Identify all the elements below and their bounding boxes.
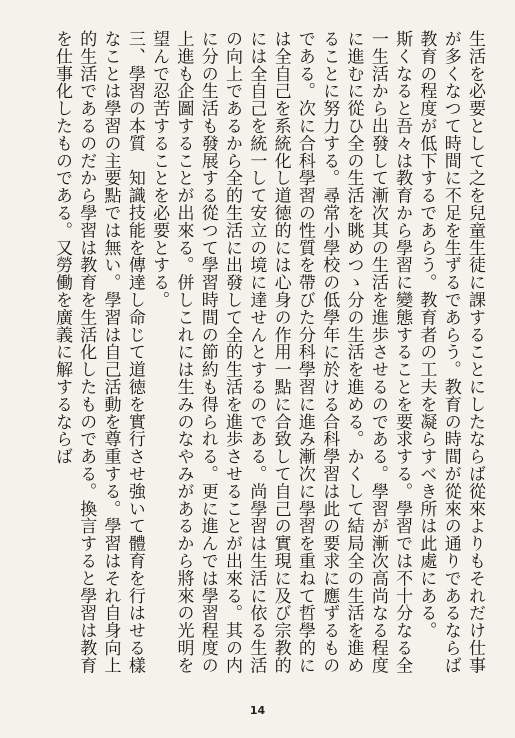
page-number: 14 xyxy=(249,704,266,717)
vertical-text-body xyxy=(25,30,487,680)
paragraph-2: 斯くなると吾々は教育から學習に變態することを要求する。學習では不十分なる全一生活から出發して漸次其の生活を進歩させるのである。學習が漸次高尚なる程度に進むに從ひ全の生活を眺めつゝ分の生活を進める。かくして結局全の生活を進めることに努力する。尋常小學校の低學年に於ける合科學習は此の要求に應ずるものである。次に合科學習の性質を帶びた分科學習に進み漸次に學習を重ねて哲學的には全自己を系統化し道徳的には心身の作用一點に合致して自己の實現に及び宗教的には全自己を統一して安立の境に達せんとするのである。尚學習は生活に依る生活の向上であるから全的生活に出發して全的生活を進歩させることが出來る。其の内に分の生活も發展する從つて學習時間の節約も得られる。更に進んでは學習程度の上進も企圖することが出來る。併しこれには生みのなやみがあるから將來の光明を望んで忍苦することを必要とする。 xyxy=(149,30,413,674)
paragraph-3: 三、學習の本質 知識技能を傳達し命じて道徳を實行させ強いて體育を行はせる樣なことは學習の主要點では無い。學習は自己活動を尊重する。學習はそれ自身向上的生活であるのだから學習は教育を生活化したものである。換言すると學習は教育を仕事化したものである。又勞働を廣義に解するならば xyxy=(51,30,145,674)
paragraph-1: 生活を必要として之を兒童生徒に課することにしたならば從來よりもそれだけ仕事が多くなつて時間に不足を生ずるであらう。教育の時間が從來の通りであるならば教育の程度が低下するであらう。教育者の工夫を凝らすべき所は此處にある。 xyxy=(416,30,485,674)
